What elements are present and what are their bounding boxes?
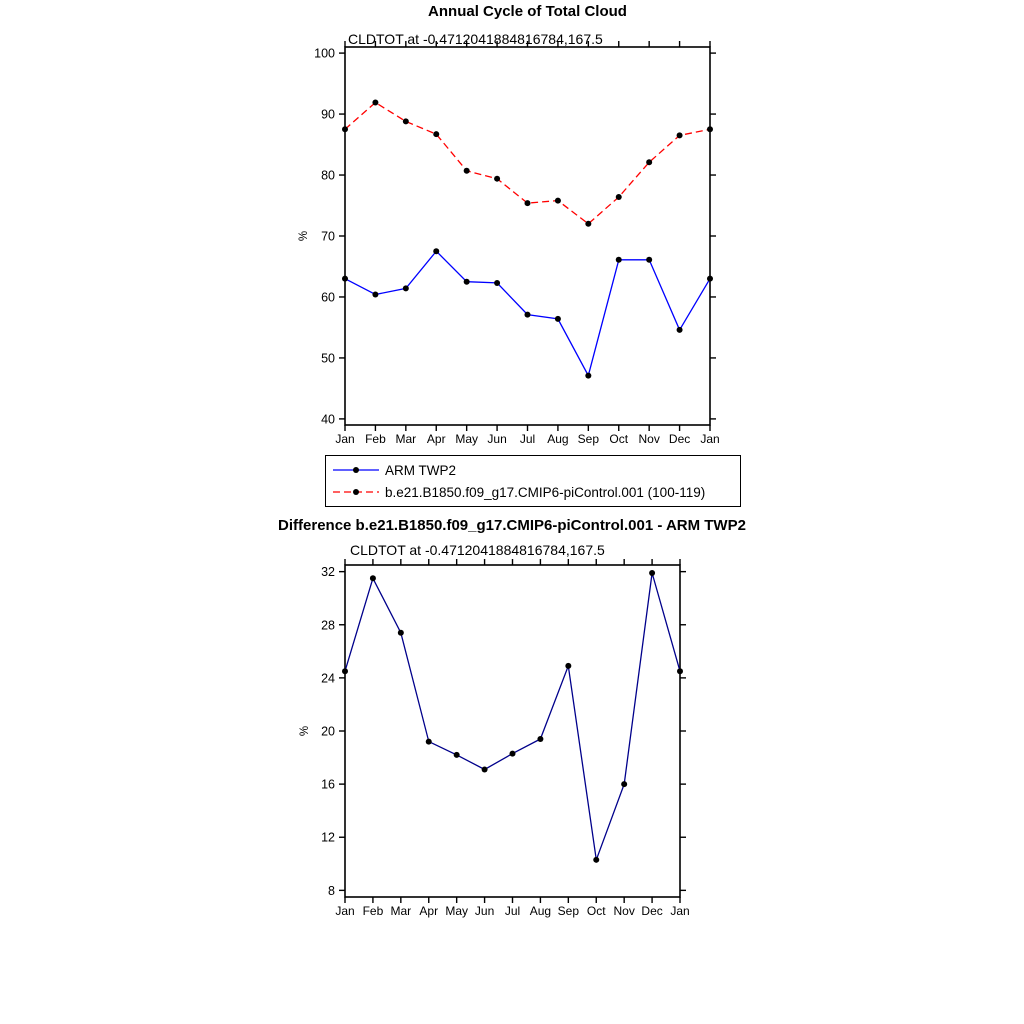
plot-frame [345,565,680,897]
x-tick-label: Sep [557,904,580,918]
y-tick-label: 40 [321,412,335,427]
x-tick-label: Jul [519,432,536,446]
x-tick-label: Dec [641,904,663,918]
y-tick-label: 28 [321,618,335,633]
data-point-marker [482,767,488,773]
data-point-marker [464,168,470,174]
legend-item-model [326,482,740,502]
data-point-marker [616,194,622,200]
y-tick-label: 20 [321,724,335,739]
data-point-marker [555,198,561,204]
x-tick-label: Jan [700,432,720,446]
chart1-subtitle: CLDTOT at -0.4712041884816784,167.5 [348,31,603,47]
data-point-marker [433,131,439,137]
legend-item-arm-twp2 [326,460,740,480]
x-tick-label: Sep [577,432,600,446]
legend-line-sample-solid-blue [332,464,380,476]
data-point-marker [621,781,627,787]
y-tick-label: 16 [321,777,335,792]
y-tick-label: 12 [321,830,335,845]
y-tick-label: 60 [321,290,335,305]
y-tick-label: 50 [321,351,335,366]
x-tick-label: Jan [335,432,355,446]
data-point-marker [646,159,652,165]
data-point-marker [585,221,591,227]
data-point-marker [426,739,432,745]
data-point-marker [494,176,500,182]
legend [325,455,741,507]
y-tick-label: 100 [314,46,335,61]
data-point-marker [403,118,409,124]
x-tick-label: Jul [504,904,521,918]
y-axis-label: % [298,230,310,242]
legend-label-arm-twp2: ARM TWP2 [385,462,457,478]
data-point-marker [555,316,561,322]
chart1-title: Annual Cycle of Total Cloud [428,3,627,20]
x-tick-label: Nov [638,432,660,446]
y-tick-label: 8 [328,883,335,898]
y-tick-label: 80 [321,168,335,183]
data-point-marker [398,630,404,636]
plot-frame [345,47,710,425]
x-tick-label: Oct [609,432,629,446]
data-point-marker [585,373,591,379]
data-point-marker [677,327,683,333]
data-point-marker [593,857,599,863]
data-point-marker [372,292,378,298]
data-point-marker [403,285,409,291]
data-point-marker [525,312,531,318]
legend-line-sample-dashed-red [332,486,380,498]
annual-cycle-chart [290,40,760,452]
data-point-marker [525,200,531,206]
difference-chart [290,556,730,928]
x-tick-label: Jan [335,904,355,918]
x-tick-label: Oct [586,904,606,918]
y-tick-label: 70 [321,229,335,244]
series-line [345,573,680,860]
x-tick-label: Jun [474,904,495,918]
x-tick-label: Jun [487,432,507,446]
data-point-marker [342,126,348,132]
chart2-subtitle: CLDTOT at -0.4712041884816784,167.5 [350,542,605,558]
data-point-marker [677,132,683,138]
y-tick-label: 90 [321,107,335,122]
data-point-marker [510,751,516,757]
chart2-title: Difference b.e21.B1850.f09_g17.CMIP6-piControl.001 - ARM TWP2 [278,517,746,534]
x-tick-label: Feb [362,904,384,918]
data-point-marker [370,575,376,581]
x-tick-label: Mar [395,432,417,446]
data-point-marker [342,668,348,674]
data-point-marker [707,276,713,282]
data-point-marker [565,663,571,669]
legend-label-model: b.e21.B1850.f09_g17.CMIP6-piControl.001 (100-119) [385,484,706,500]
x-tick-label: Apr [419,904,439,918]
data-point-marker [372,99,378,105]
x-tick-label: May [445,904,469,918]
data-point-marker [677,668,683,674]
x-tick-label: Aug [529,904,552,918]
x-tick-label: Dec [668,432,691,446]
legend-marker-dot [353,489,359,495]
data-point-marker [537,736,543,742]
y-tick-label: 24 [321,671,335,686]
x-tick-label: May [455,432,479,446]
data-point-marker [494,280,500,286]
data-point-marker [649,570,655,576]
x-tick-label: Feb [365,432,386,446]
data-point-marker [707,126,713,132]
y-axis-label: % [299,725,311,737]
x-tick-label: Nov [613,904,635,918]
data-point-marker [464,279,470,285]
data-point-marker [454,752,460,758]
data-point-marker [616,257,622,263]
data-point-marker [433,248,439,254]
legend-marker-dot [353,467,359,473]
data-point-marker [646,257,652,263]
x-tick-label: Apr [426,432,446,446]
x-tick-label: Mar [390,904,412,918]
y-tick-label: 32 [321,565,335,580]
data-point-marker [342,276,348,282]
x-tick-label: Aug [547,432,569,446]
x-tick-label: Jan [670,904,690,918]
